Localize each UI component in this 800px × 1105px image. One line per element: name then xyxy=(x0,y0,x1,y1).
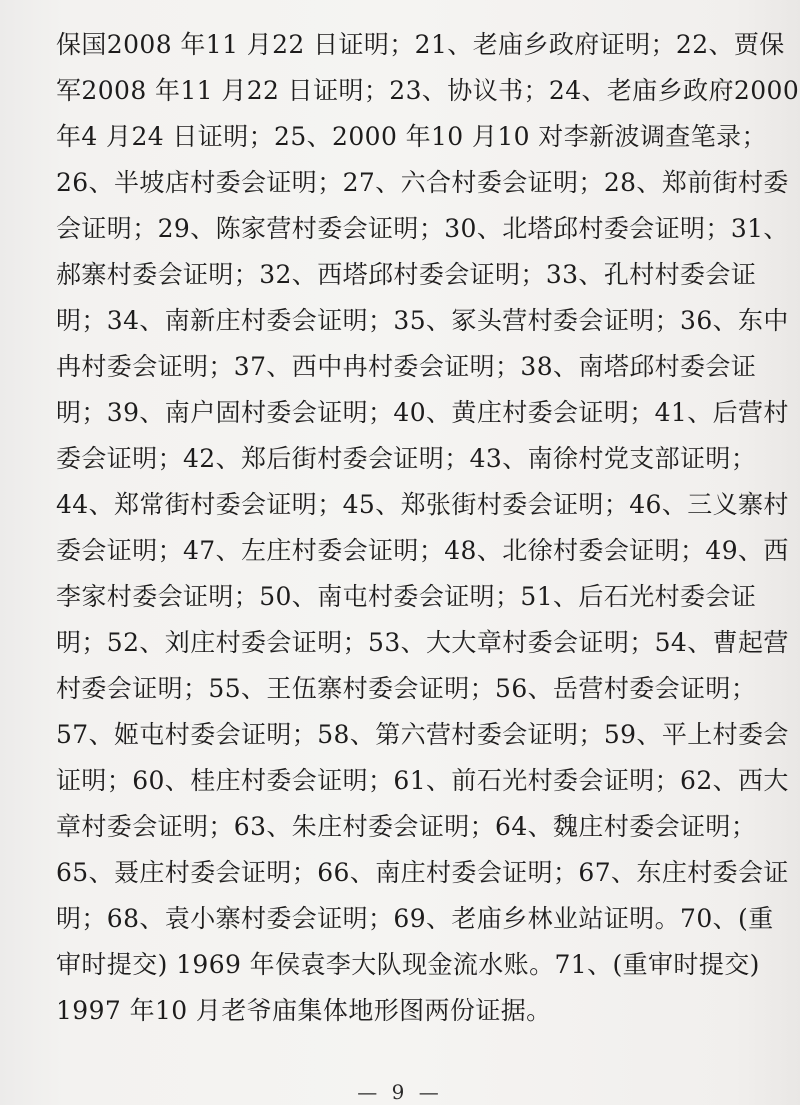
page-number: — 9 — xyxy=(357,1080,443,1104)
text-line-14: 明；52、刘庄村委会证明；53、大大章村委会证明；54、曹起营 xyxy=(56,628,789,657)
text-line-12: 委会证明；47、左庄村委会证明；48、北徐村委会证明；49、西 xyxy=(56,536,789,565)
text-line-2: 军2008 年11 月22 日证明；23、协议书；24、老庙乡政府2000 xyxy=(56,76,800,105)
text-line-16: 57、姬屯村委会证明；58、第六营村委会证明；59、平上村委会 xyxy=(56,720,789,749)
text-line-21: 审时提交) 1969 年侯袁李大队现金流水账。71、(重审时提交) xyxy=(56,950,760,979)
text-line-3: 年4 月24 日证明；25、2000 年10 月10 对李新波调查笔录； xyxy=(56,122,767,151)
text-line-18: 章村委会证明；63、朱庄村委会证明；64、魏庄村委会证明； xyxy=(56,812,757,841)
text-line-9: 明；39、南户固村委会证明；40、黄庄村委会证明；41、后营村 xyxy=(56,398,789,427)
text-line-11: 44、郑常街村委会证明；45、郑张街村委会证明；46、三义寨村 xyxy=(56,490,789,519)
text-line-15: 村委会证明；55、王伍寨村委会证明；56、岳营村委会证明； xyxy=(56,674,757,703)
text-line-4: 26、半坡店村委会证明；27、六合村委会证明；28、郑前街村委 xyxy=(56,168,789,197)
text-line-7: 明；34、南新庄村委会证明；35、冢头营村委会证明；36、东中 xyxy=(56,306,789,335)
text-line-8: 冉村委会证明；37、西中冉村委会证明；38、南塔邱村委会证 xyxy=(56,352,757,381)
text-line-22: 1997 年10 月老爷庙集体地形图两份证据。 xyxy=(56,996,552,1025)
text-line-6: 郝寨村委会证明；32、西塔邱村委会证明；33、孔村村委会证 xyxy=(56,260,757,289)
text-line-17: 证明；60、桂庄村委会证明；61、前石光村委会证明；62、西大 xyxy=(56,766,789,795)
text-line-1: 保国2008 年11 月22 日证明；21、老庙乡政府证明；22、贾保 xyxy=(56,30,785,59)
text-line-5: 会证明；29、陈家营村委会证明；30、北塔邱村委会证明；31、 xyxy=(56,214,789,243)
text-line-20: 明；68、袁小寨村委会证明；69、老庙乡林业站证明。70、(重 xyxy=(56,904,774,933)
text-line-13: 李家村委会证明；50、南屯村委会证明；51、后石光村委会证 xyxy=(56,582,757,611)
text-line-10: 委会证明；42、郑后街村委会证明；43、南徐村党支部证明； xyxy=(56,444,757,473)
text-line-19: 65、聂庄村委会证明；66、南庄村委会证明；67、东庄村委会证 xyxy=(56,858,789,887)
